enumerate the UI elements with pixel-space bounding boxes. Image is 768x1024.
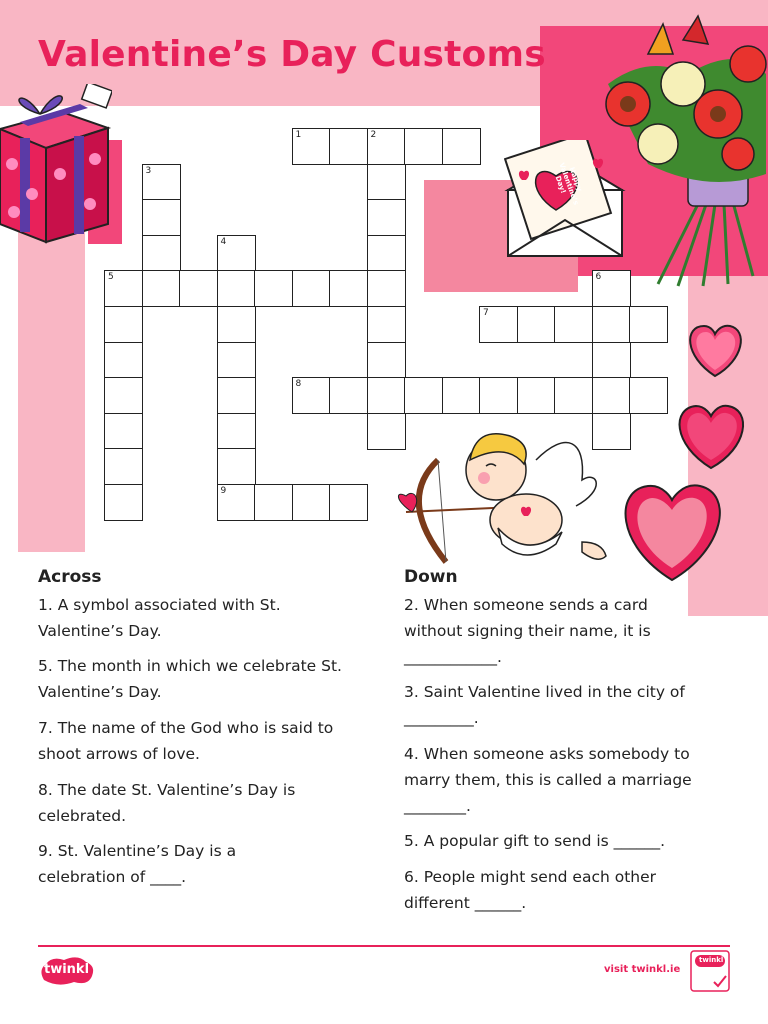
crossword-cell[interactable] bbox=[104, 342, 143, 379]
gift-box-icon bbox=[0, 84, 112, 244]
crossword-cell[interactable] bbox=[142, 270, 181, 307]
crossword-cell[interactable] bbox=[367, 235, 406, 272]
quality-badge bbox=[690, 950, 730, 992]
crossword-cell[interactable] bbox=[479, 306, 518, 343]
crossword-cell[interactable] bbox=[404, 128, 443, 165]
crossword-cell[interactable] bbox=[217, 448, 256, 485]
crossword-cell[interactable] bbox=[629, 377, 668, 414]
crossword-cell[interactable] bbox=[179, 270, 218, 307]
crossword-cell[interactable] bbox=[517, 306, 556, 343]
crossword-cell[interactable] bbox=[404, 377, 443, 414]
clue-number: 1 bbox=[295, 130, 302, 140]
clue-number: 6 bbox=[595, 272, 602, 283]
crossword-cell[interactable] bbox=[292, 270, 331, 307]
cupid-icon bbox=[386, 420, 612, 572]
crossword-cell[interactable] bbox=[517, 377, 556, 414]
crossword-cell[interactable] bbox=[554, 377, 593, 414]
crossword-cell[interactable] bbox=[217, 342, 256, 379]
clue-number: 8 bbox=[295, 379, 302, 390]
crossword-cell[interactable] bbox=[254, 484, 293, 521]
clue-number: 7 bbox=[483, 308, 489, 318]
twinkl-logo-text: twinkl bbox=[44, 962, 90, 977]
page-title: Valentine’s Day Customs bbox=[38, 34, 546, 75]
crossword-cell[interactable] bbox=[442, 377, 481, 414]
twinkl-logo[interactable] bbox=[38, 956, 96, 986]
down-heading: Down bbox=[404, 567, 458, 587]
crossword-cell[interactable] bbox=[142, 199, 181, 236]
clue-number: 4 bbox=[220, 236, 227, 247]
crossword-cell[interactable] bbox=[254, 270, 293, 307]
card-text: Happy Valentine’s Day! bbox=[553, 161, 584, 207]
heart-icon bbox=[612, 476, 732, 586]
down-clue-6: 6. People might send each other different ______. bbox=[404, 868, 657, 912]
quality-badge-text: twinkl bbox=[699, 956, 724, 964]
crossword-cell[interactable] bbox=[217, 377, 256, 414]
crossword-cell[interactable] bbox=[142, 164, 181, 201]
crossword-cell[interactable] bbox=[217, 306, 256, 343]
crossword-cell[interactable] bbox=[142, 235, 181, 272]
across-clue-8: 8. The date St. Valentine’s Day is celebrated. bbox=[38, 781, 296, 825]
visit-link[interactable]: visit twinkl.ie bbox=[604, 964, 681, 975]
crossword-cell[interactable] bbox=[592, 342, 631, 379]
down-clue-4: 4. When someone asks somebody to marry them, this is called a marriage ________. bbox=[404, 745, 692, 815]
clue-number: 9 bbox=[220, 486, 227, 496]
crossword-cell[interactable] bbox=[329, 128, 368, 165]
left-pink-strip bbox=[18, 230, 85, 552]
crossword-cell[interactable] bbox=[217, 235, 256, 272]
crossword-cell[interactable] bbox=[292, 128, 331, 165]
heart-icon bbox=[670, 400, 752, 472]
clue-number: 3 bbox=[145, 165, 152, 176]
down-clue-5: 5. A popular gift to send is ______. bbox=[404, 832, 666, 850]
across-heading: Across bbox=[38, 567, 102, 587]
crossword-cell[interactable] bbox=[592, 306, 631, 343]
crossword-cell[interactable] bbox=[329, 270, 368, 307]
down-clue-2: 2. When someone sends a card without signing their name, it is ____________. bbox=[404, 596, 651, 666]
crossword-cell[interactable] bbox=[367, 270, 406, 307]
crossword-cell[interactable] bbox=[592, 377, 631, 414]
crossword-cell[interactable] bbox=[367, 342, 406, 379]
crossword-cell[interactable] bbox=[104, 306, 143, 343]
crossword-cell[interactable] bbox=[479, 377, 518, 414]
crossword-cell[interactable] bbox=[104, 413, 143, 450]
crossword-cell[interactable] bbox=[104, 377, 143, 414]
across-clue-1: 1. A symbol associated with St. Valentine’s Day. bbox=[38, 596, 281, 640]
crossword-cell[interactable] bbox=[367, 164, 406, 201]
clue-number: 5 bbox=[108, 272, 114, 283]
crossword-cell[interactable] bbox=[217, 484, 256, 521]
crossword-cell[interactable] bbox=[442, 128, 481, 165]
across-clue-7: 7. The name of the God who is said to shoot arrows of love. bbox=[38, 719, 334, 763]
crossword-cell[interactable] bbox=[367, 306, 406, 343]
across-clue-9: 9. St. Valentine’s Day is a celebration of ____. bbox=[38, 842, 237, 886]
crossword-cell[interactable] bbox=[554, 306, 593, 343]
footer-divider bbox=[38, 945, 730, 947]
crossword-cell[interactable] bbox=[592, 270, 631, 307]
clue-number: 2 bbox=[370, 130, 377, 140]
crossword-cell[interactable] bbox=[329, 377, 368, 414]
heart-icon bbox=[682, 320, 748, 380]
crossword-cell[interactable] bbox=[104, 484, 143, 521]
down-clue-3: 3. Saint Valentine lived in the city of _________. bbox=[404, 683, 685, 727]
crossword-cell[interactable] bbox=[292, 377, 331, 414]
crossword-cell[interactable] bbox=[329, 484, 368, 521]
crossword-cell[interactable] bbox=[367, 413, 406, 450]
crossword-cell[interactable] bbox=[217, 270, 256, 307]
crossword-cell[interactable] bbox=[367, 128, 406, 165]
crossword-cell[interactable] bbox=[104, 270, 143, 307]
crossword-cell[interactable] bbox=[367, 199, 406, 236]
crossword-cell[interactable] bbox=[292, 484, 331, 521]
crossword-cell[interactable] bbox=[367, 377, 406, 414]
across-clue-5: 5. The month in which we celebrate St. Valentine’s Day. bbox=[38, 657, 342, 701]
crossword-cell[interactable] bbox=[104, 448, 143, 485]
crossword-cell[interactable] bbox=[217, 413, 256, 450]
crossword-cell[interactable] bbox=[629, 306, 668, 343]
crossword-cell[interactable] bbox=[592, 413, 631, 450]
